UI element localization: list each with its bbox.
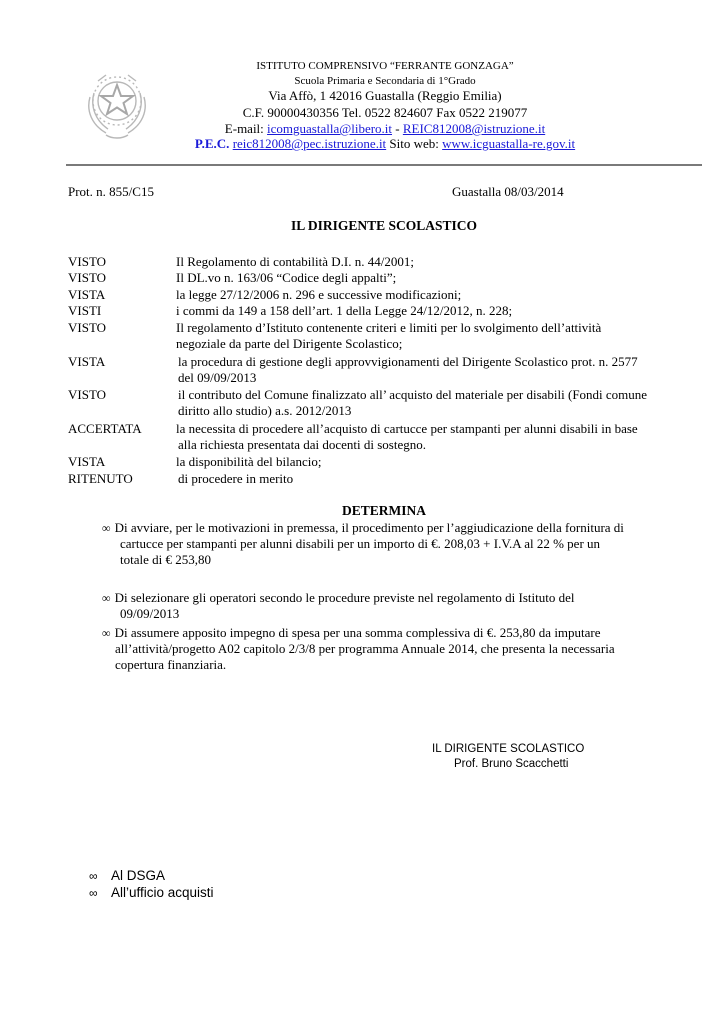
premise-keyword: VISTO: [68, 320, 107, 335]
premise-text-line: i commi da 149 a 158 dell’art. 1 della Legge 24/12/2012, n. 228;: [176, 303, 513, 318]
determina-item-continuation: copertura finanziaria.: [115, 657, 227, 672]
premise-text-line: Il Regolamento di contabilità D.I. n. 44/2001;: [176, 254, 414, 269]
signature-name: Prof. Bruno Scacchetti: [454, 758, 569, 770]
school-contacts: C.F. 90000430356 Tel. 0522 824607 Fax 0522 219077: [242, 105, 528, 120]
determina-item: [102, 520, 700, 536]
premise-keyword: VISTO: [68, 270, 107, 285]
school-address: Via Affò, 1 42016 Guastalla (Reggio Emilia): [268, 88, 502, 103]
email-label: E-mail:: [224, 121, 264, 136]
heading-dirigente: IL DIRIGENTE SCOLASTICO: [290, 218, 478, 233]
determina-item: [102, 590, 700, 606]
premise-text-line: Il DL.vo n. 163/06 “Codice degli appalti”;: [176, 270, 397, 285]
protocol-number: Prot. n. 855/C15: [68, 184, 154, 199]
premise-text-line: la necessita di procedere all’acquisto di cartucce per stampanti per alunni disabili in base: [176, 421, 638, 436]
recipient-item: [89, 868, 165, 884]
determina-item-continuation: totale di € 253,80: [120, 552, 211, 567]
premise-text-line: del 09/09/2013: [178, 370, 257, 385]
premise-text-line: alla richiesta presentata dai docenti di sostegno.: [178, 437, 426, 452]
email-separator: -: [395, 121, 400, 136]
recipient-text: Al DSGA: [111, 868, 166, 883]
determina-heading: DETERMINA: [341, 503, 426, 518]
premise-text-line: la procedura di gestione degli approvvigionamenti del Dirigente Scolastico prot. n. 2577: [178, 354, 638, 369]
premise-keyword: ACCERTATA: [68, 421, 142, 436]
determina-item-text: Di avviare, per le motivazioni in premessa, il procedimento per l’aggiudicazione della fornitura di: [114, 520, 624, 535]
premise-text-line: di procedere in merito: [178, 471, 294, 486]
premise-text-line: diritto allo studio) a.s. 2012/2013: [178, 403, 352, 418]
website-link[interactable]: www.icguastalla-re.gov.it: [442, 136, 576, 151]
premise-text-line: Il regolamento d’Istituto contenente criteri e limiti per lo svolgimento dell’attività: [176, 320, 602, 335]
premise-text-line: negoziale da parte del Dirigente Scolastico;: [176, 336, 403, 351]
premise-keyword: VISTI: [68, 303, 102, 318]
determina-item-text: Di assumere apposito impegno di spesa per una somma complessiva di €. 253,80 da imputare: [114, 625, 601, 640]
premise-text-line: la disponibilità del bilancio;: [176, 454, 322, 469]
pec-line: [150, 136, 620, 152]
determina-item: [102, 625, 700, 641]
premise-keyword: VISTA: [68, 354, 106, 369]
premise-text-line: il contributo del Comune finalizzato all’ acquisto del materiale per disabili (Fondi comune: [178, 387, 648, 402]
infinity-bullet-icon: ∞: [102, 591, 111, 605]
school-name: ISTITUTO COMPRENSIVO “FERRANTE GONZAGA”: [256, 60, 514, 72]
infinity-bullet-icon: ∞: [89, 886, 98, 900]
school-subtitle: Scuola Primaria e Secondaria di 1°Grado: [294, 75, 476, 87]
pec-label: P.E.C.: [194, 136, 230, 151]
determina-item-text: Di selezionare gli operatori secondo le procedure previste nel regolamento di Istituto del: [114, 590, 575, 605]
document-date: Guastalla 08/03/2014: [452, 184, 564, 199]
premise-keyword: RITENUTO: [68, 471, 133, 486]
premise-keyword: VISTA: [68, 454, 106, 469]
infinity-bullet-icon: ∞: [89, 869, 98, 883]
recipient-item: [89, 885, 214, 901]
infinity-bullet-icon: ∞: [102, 626, 111, 640]
web-label: Sito web:: [389, 136, 439, 151]
signature-title: IL DIRIGENTE SCOLASTICO: [432, 743, 585, 755]
republic-emblem-logo: [76, 63, 158, 145]
determina-item-continuation: all’attività/progetto A02 capitolo 2/3/8 per programma Annuale 2014, che presenta la necessaria: [115, 641, 615, 656]
determina-item-continuation: 09/09/2013: [120, 606, 180, 621]
email-line: [150, 121, 620, 137]
premise-text-line: la legge 27/12/2006 n. 296 e successive modificazioni;: [176, 287, 462, 302]
email-link-1[interactable]: icomguastalla@libero.it: [267, 121, 393, 136]
infinity-bullet-icon: ∞: [102, 521, 111, 535]
premise-keyword: VISTA: [68, 287, 106, 302]
pec-email-link[interactable]: reic812008@pec.istruzione.it: [232, 136, 387, 151]
email-link-2[interactable]: REIC812008@istruzione.it: [402, 121, 546, 136]
determina-item-continuation: cartucce per stampanti per alunni disabili per un importo di €. 208,03 + I.V.A al 22 % per un: [120, 536, 601, 551]
premise-keyword: VISTO: [68, 254, 107, 269]
header-divider: [66, 164, 702, 166]
recipient-text: All’ufficio acquisti: [111, 885, 214, 900]
premise-keyword: VISTO: [68, 387, 107, 402]
